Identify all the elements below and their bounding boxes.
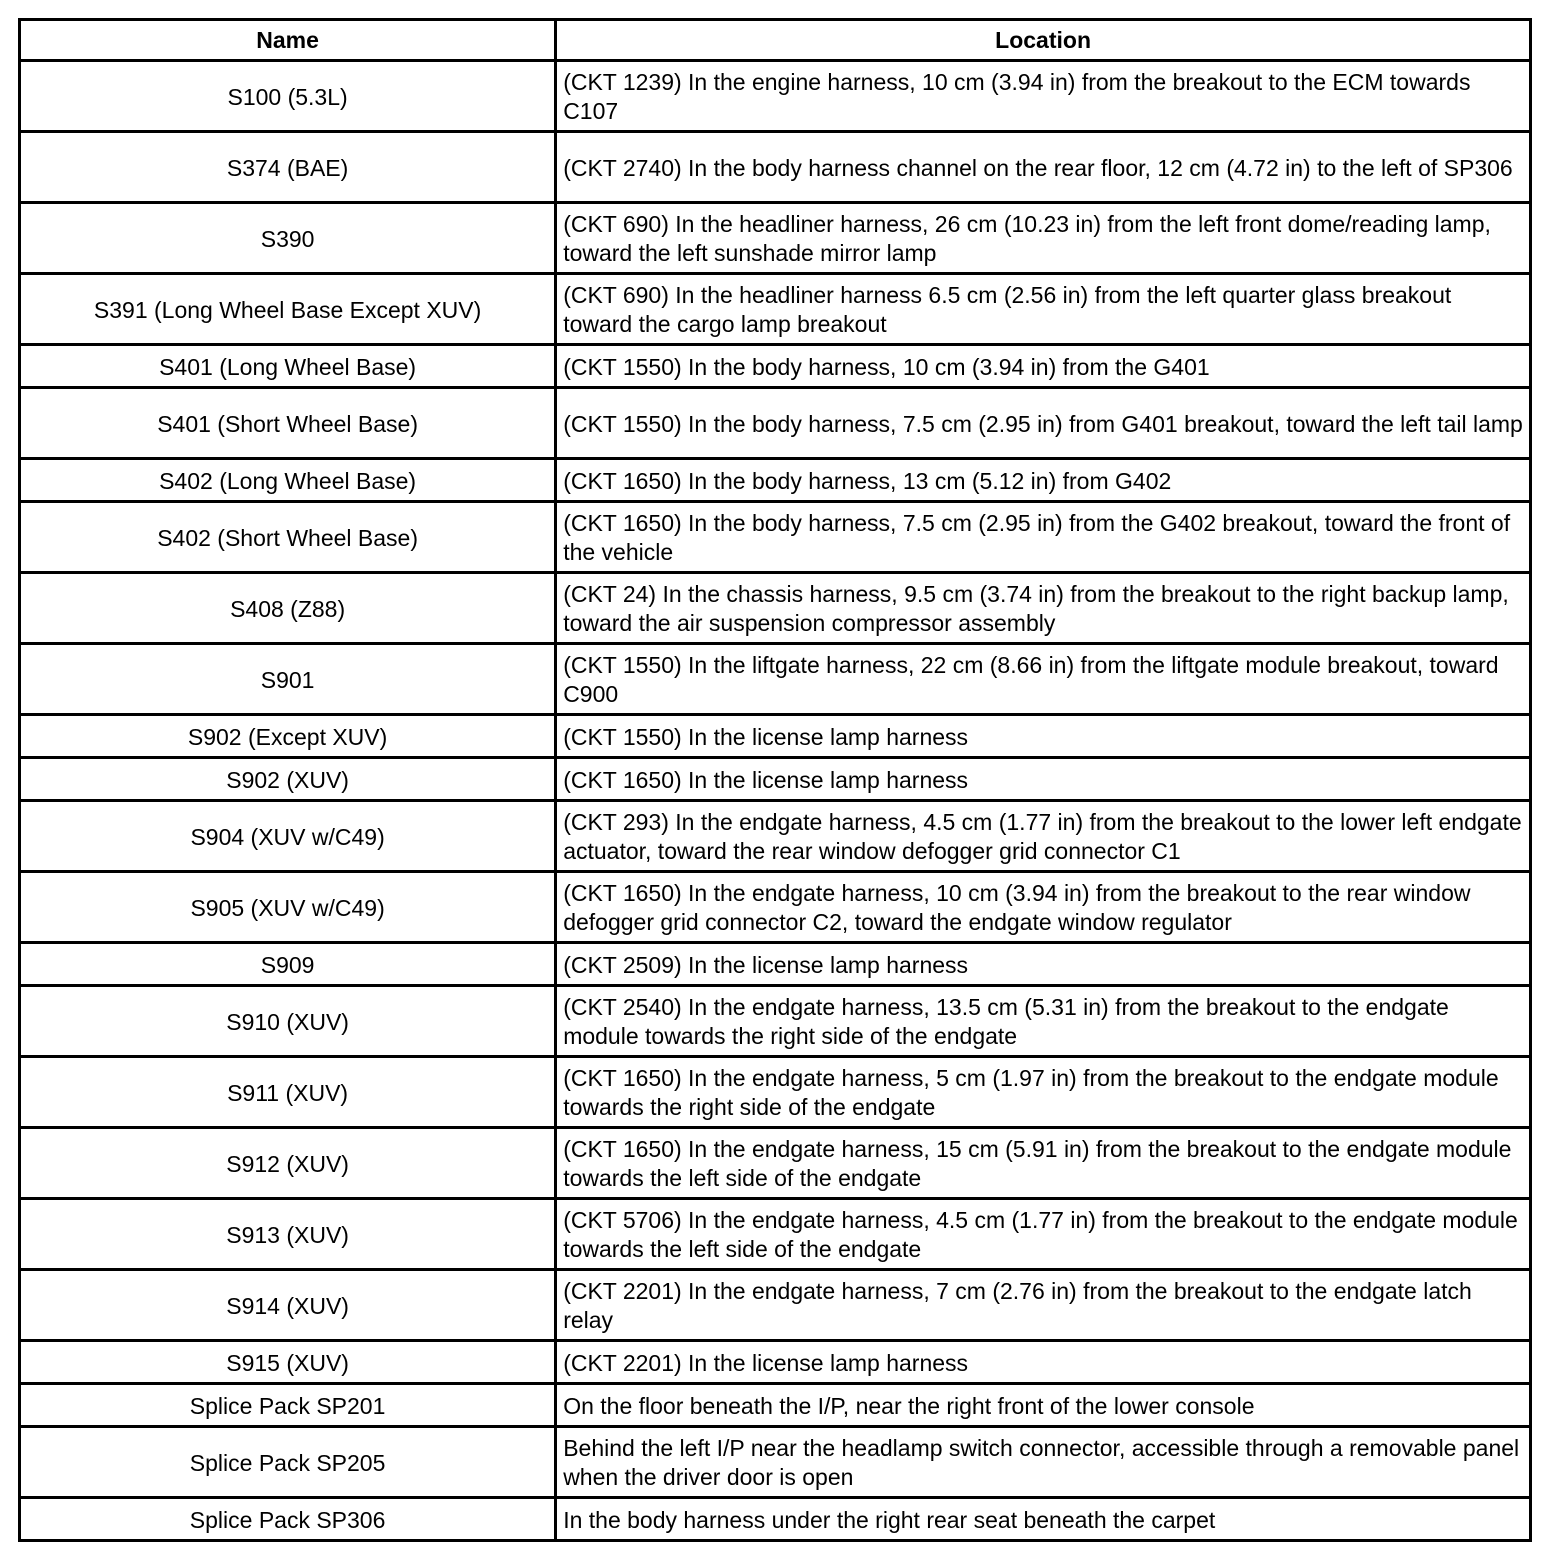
row-location-cell: (CKT 1650) In the endgate harness, 10 cm (3.94 in) from the breakout to the rear window defogger grid connector C2, toward the endgate window regulator (556, 872, 1531, 943)
row-location-cell: In the body harness under the right rear seat beneath the carpet (556, 1498, 1531, 1541)
row-name-cell: S904 (XUV w/C49) (20, 801, 556, 872)
row-location-cell: (CKT 24) In the chassis harness, 9.5 cm (3.74 in) from the breakout to the right backup lamp, toward the air suspension compressor assembly (556, 573, 1531, 644)
row-name-cell: Splice Pack SP306 (20, 1498, 556, 1541)
table-row (20, 986, 1531, 1057)
row-location-cell: (CKT 1650) In the body harness, 13 cm (5.12 in) from G402 (556, 459, 1531, 502)
table-row (20, 1341, 1531, 1384)
row-location-cell: (CKT 1650) In the body harness, 7.5 cm (2.95 in) from the G402 breakout, toward the front of the vehicle (556, 502, 1531, 573)
table-row (20, 1270, 1531, 1341)
table-header-row (20, 20, 1531, 61)
row-location-cell: (CKT 1650) In the endgate harness, 5 cm (1.97 in) from the breakout to the endgate module towards the right side of the endgate (556, 1057, 1531, 1128)
table-row (20, 1128, 1531, 1199)
row-location-cell: (CKT 1650) In the license lamp harness (556, 758, 1531, 801)
row-location-cell: (CKT 2540) In the endgate harness, 13.5 cm (5.31 in) from the breakout to the endgate module towards the right side of the endgate (556, 986, 1531, 1057)
row-name-cell: S391 (Long Wheel Base Except XUV) (20, 274, 556, 345)
row-location-cell: (CKT 1239) In the engine harness, 10 cm (3.94 in) from the breakout to the ECM towards C107 (556, 61, 1531, 132)
table-row (20, 715, 1531, 758)
table-row (20, 502, 1531, 573)
splice-location-table (18, 18, 1532, 1542)
row-name-cell: S374 (BAE) (20, 132, 556, 203)
row-name-cell: S100 (5.3L) (20, 61, 556, 132)
row-location-cell: (CKT 1550) In the license lamp harness (556, 715, 1531, 758)
row-location-cell: (CKT 293) In the endgate harness, 4.5 cm (1.77 in) from the breakout to the lower left endgate actuator, toward the rear window defogger grid connector C1 (556, 801, 1531, 872)
row-name-cell: S902 (XUV) (20, 758, 556, 801)
row-name-cell: S915 (XUV) (20, 1341, 556, 1384)
row-name-cell: S401 (Short Wheel Base) (20, 388, 556, 459)
table-row (20, 1427, 1531, 1498)
table-row (20, 758, 1531, 801)
table-row (20, 1384, 1531, 1427)
row-location-cell: (CKT 2201) In the endgate harness, 7 cm (2.76 in) from the breakout to the endgate latch relay (556, 1270, 1531, 1341)
row-location-cell: (CKT 690) In the headliner harness 6.5 cm (2.56 in) from the left quarter glass breakout toward the cargo lamp breakout (556, 274, 1531, 345)
table-row (20, 61, 1531, 132)
row-name-cell: S910 (XUV) (20, 986, 556, 1057)
row-name-cell: S911 (XUV) (20, 1057, 556, 1128)
table-row (20, 943, 1531, 986)
row-location-cell: (CKT 1550) In the body harness, 10 cm (3.94 in) from the G401 (556, 345, 1531, 388)
table-row (20, 801, 1531, 872)
header-location: Location (556, 20, 1531, 61)
row-location-cell: Behind the left I/P near the headlamp switch connector, accessible through a removable panel when the driver door is open (556, 1427, 1531, 1498)
row-name-cell: S408 (Z88) (20, 573, 556, 644)
row-location-cell: (CKT 1550) In the body harness, 7.5 cm (2.95 in) from G401 breakout, toward the left tail lamp (556, 388, 1531, 459)
row-name-cell: S401 (Long Wheel Base) (20, 345, 556, 388)
row-name-cell: S390 (20, 203, 556, 274)
table-row (20, 203, 1531, 274)
row-location-cell: On the floor beneath the I/P, near the right front of the lower console (556, 1384, 1531, 1427)
row-name-cell: S402 (Short Wheel Base) (20, 502, 556, 573)
table-row (20, 1199, 1531, 1270)
row-location-cell: (CKT 1550) In the liftgate harness, 22 cm (8.66 in) from the liftgate module breakout, toward C900 (556, 644, 1531, 715)
row-name-cell: S912 (XUV) (20, 1128, 556, 1199)
table-row (20, 459, 1531, 502)
row-name-cell: Splice Pack SP205 (20, 1427, 556, 1498)
row-name-cell: S909 (20, 943, 556, 986)
row-name-cell: Splice Pack SP201 (20, 1384, 556, 1427)
table-body (20, 61, 1531, 1541)
row-location-cell: (CKT 690) In the headliner harness, 26 cm (10.23 in) from the left front dome/reading lamp, toward the left sunshade mirror lamp (556, 203, 1531, 274)
table-row (20, 388, 1531, 459)
row-location-cell: (CKT 1650) In the endgate harness, 15 cm (5.91 in) from the breakout to the endgate module towards the left side of the endgate (556, 1128, 1531, 1199)
table-row (20, 644, 1531, 715)
table-row (20, 274, 1531, 345)
row-name-cell: S402 (Long Wheel Base) (20, 459, 556, 502)
row-name-cell: S902 (Except XUV) (20, 715, 556, 758)
row-name-cell: S901 (20, 644, 556, 715)
table-row (20, 573, 1531, 644)
row-location-cell: (CKT 2740) In the body harness channel on the rear floor, 12 cm (4.72 in) to the left of SP306 (556, 132, 1531, 203)
header-name: Name (20, 20, 556, 61)
table-row (20, 345, 1531, 388)
row-name-cell: S913 (XUV) (20, 1199, 556, 1270)
table-row (20, 872, 1531, 943)
table-row (20, 132, 1531, 203)
row-location-cell: (CKT 2509) In the license lamp harness (556, 943, 1531, 986)
row-location-cell: (CKT 5706) In the endgate harness, 4.5 cm (1.77 in) from the breakout to the endgate module towards the left side of the endgate (556, 1199, 1531, 1270)
row-name-cell: S905 (XUV w/C49) (20, 872, 556, 943)
row-location-cell: (CKT 2201) In the license lamp harness (556, 1341, 1531, 1384)
table-row (20, 1057, 1531, 1128)
table-row (20, 1498, 1531, 1541)
row-name-cell: S914 (XUV) (20, 1270, 556, 1341)
